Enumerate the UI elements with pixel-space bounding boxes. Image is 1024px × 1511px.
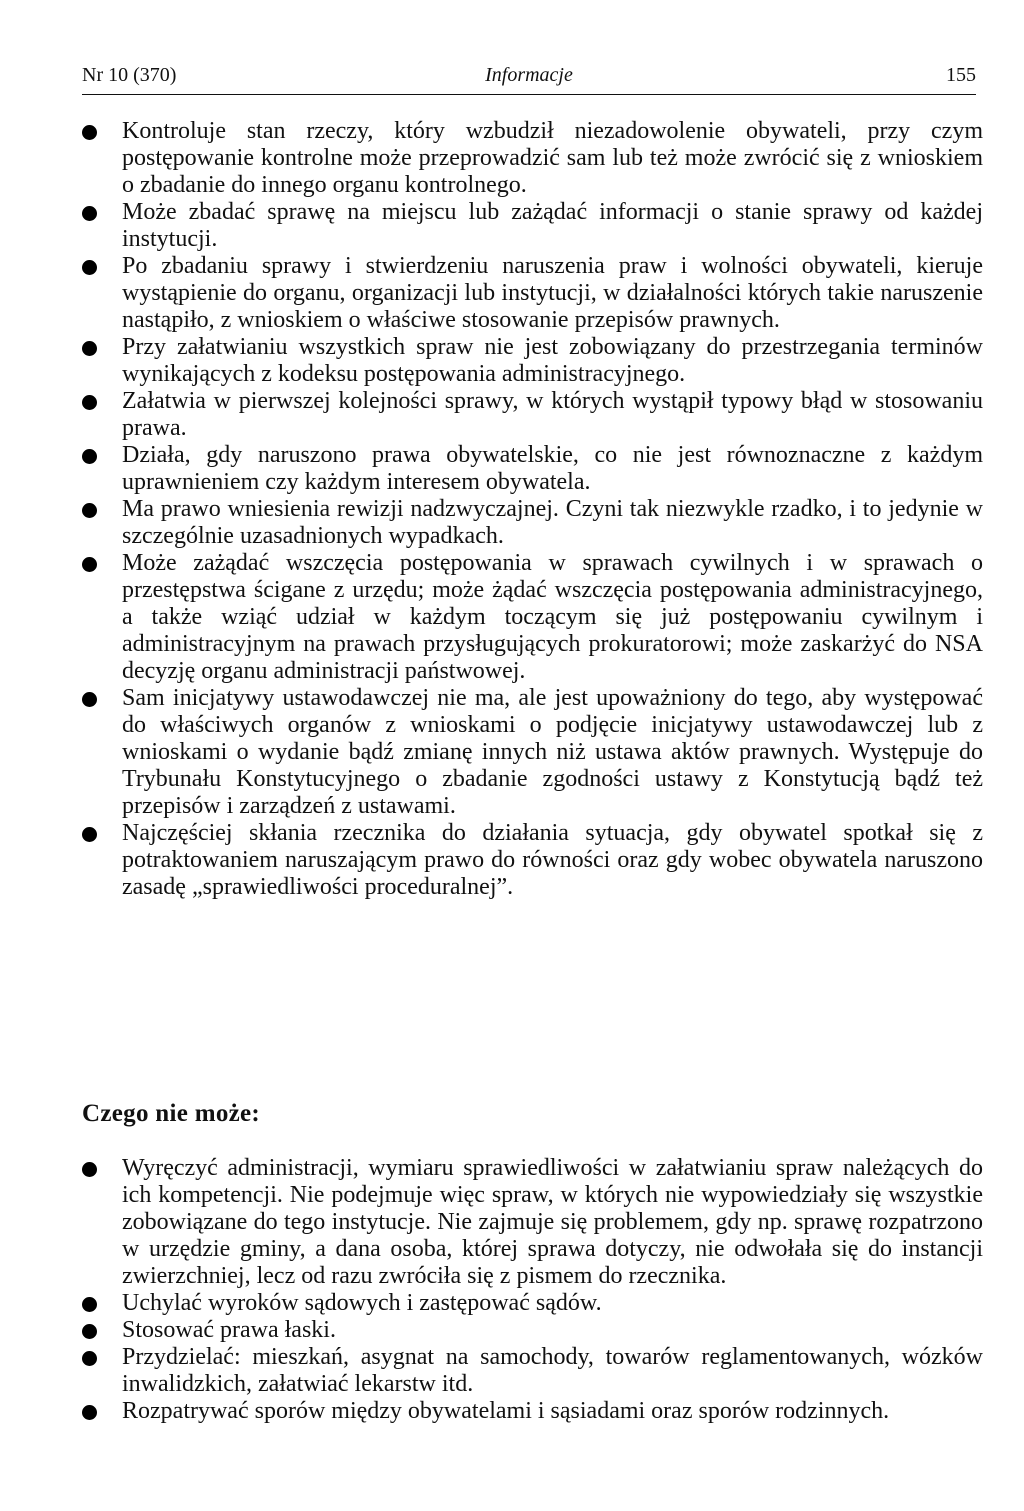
list-item <box>78 118 983 199</box>
running-header <box>82 62 976 88</box>
bullet-icon <box>82 260 97 275</box>
section-heading: Czego nie może: <box>82 1100 261 1127</box>
header-rule <box>82 94 976 95</box>
bullet-icon <box>82 395 97 410</box>
list-item-text: Przy załatwianiu wszystkich spraw nie jest zobowiązany do przestrzegania terminów wynikających z kodeksu postępowania administracyjnego. <box>122 334 983 387</box>
powers-list <box>78 118 983 901</box>
list-item-text: Przydzielać: mieszkań, asygnat na samochody, towarów reglamentowanych, wózków inwalidzkich, załatwiać lekarstw itd. <box>122 1344 983 1397</box>
list-item <box>78 199 983 253</box>
list-item-text: Załatwia w pierwszej kolejności sprawy, w których wystąpił typowy błąd w stosowaniu prawa. <box>122 388 983 441</box>
list-item <box>78 253 983 334</box>
bullet-icon <box>82 125 97 140</box>
list-item <box>78 1317 983 1344</box>
bullet-icon <box>82 827 97 842</box>
section-title: Informacje <box>485 64 573 86</box>
list-item-text: Po zbadaniu sprawy i stwierdzeniu naruszenia praw i wolności obywateli, kieruje wystąpienie do organu, organizacji lub instytucji, w działalności których takie naruszenie nastąpiło, z wnioskiem o właściwe stosowanie przepisów prawnych. <box>122 253 983 333</box>
list-item-text: Sam inicjatywy ustawodawczej nie ma, ale jest upoważniony do tego, aby występować do właściwych organów z wnioskami o podjęcie inicjatywy ustawodawczej lub z wnioskami o wydanie bądź zmianę innych niż ustawa aktów prawnych. Występuje do Trybunału Konstytucyjnego o zbadanie zgodności ustawy z Konstytucją bądź też przepisów i zarządzeń z ustawami. <box>122 685 983 819</box>
list-item <box>78 1398 983 1425</box>
bullet-icon <box>82 341 97 356</box>
issue-number: Nr 10 (370) <box>82 64 177 86</box>
bullet-icon <box>82 1297 97 1312</box>
bullet-icon <box>82 206 97 221</box>
bullet-icon <box>82 449 97 464</box>
list-item-text: Najczęściej skłania rzecznika do działania sytuacja, gdy obywatel spotkał się z potraktowaniem naruszającym prawo do równości oraz gdy wobec obywatela naruszono zasadę „sprawiedliwości proceduralnej”. <box>122 820 983 900</box>
list-item <box>78 820 983 901</box>
list-item <box>78 1344 983 1398</box>
list-item <box>78 334 983 388</box>
list-item-text: Może zbadać sprawę na miejscu lub zażądać informacji o stanie sprawy od każdej instytucji. <box>122 199 983 252</box>
list-item <box>78 1290 983 1317</box>
list-item <box>78 550 983 685</box>
bullet-icon <box>82 1324 97 1339</box>
list-item-text: Może zażądać wszczęcia postępowania w sprawach cywilnych i w sprawach o przestępstwa ścigane z urzędu; może żądać wszczęcia postępowania administracyjnego, a także wziąć udział w każdym toczącym się już postępowaniu cywilnym i administracyjnym na prawach przysługujących prokuratorowi; może zaskarżyć do NSA decyzję organu administracji państwowej. <box>122 550 983 684</box>
list-item-text: Uchylać wyroków sądowych i zastępować sądów. <box>122 1290 602 1316</box>
bullet-icon <box>82 1405 97 1420</box>
limitations-list <box>78 1155 983 1425</box>
page-number: 155 <box>946 64 976 86</box>
list-item <box>78 442 983 496</box>
bullet-icon <box>82 1162 97 1177</box>
list-item <box>78 1155 983 1290</box>
list-item-text: Działa, gdy naruszono prawa obywatelskie, co nie jest równoznaczne z każdym uprawnieniem czy każdym interesem obywatela. <box>122 442 983 495</box>
bullet-icon <box>82 1351 97 1366</box>
list-item-text: Kontroluje stan rzeczy, który wzbudził niezadowolenie obywateli, przy czym postępowanie kontrolne może przeprowadzić sam lub też może zwrócić się z wnioskiem o zbadanie do innego organu kontrolnego. <box>122 118 983 198</box>
list-item <box>78 685 983 820</box>
list-item-text: Stosować prawa łaski. <box>122 1317 336 1343</box>
bullet-icon <box>82 503 97 518</box>
list-item-text: Wyręczyć administracji, wymiaru sprawiedliwości w załatwianiu spraw należących do ich kompetencji. Nie podejmuje więc spraw, w których nie wypowiedziały się wszystkie zobowiązane do tego instytucje. Nie zajmuje się problemem, gdy np. sprawę rozpatrzono w urzędzie gminy, a dana osoba, której sprawa dotyczy, nie odwołała się do instancji zwierzchniej, lecz od razu zwróciła się z pismem do rzecznika. <box>122 1155 983 1289</box>
list-item <box>78 388 983 442</box>
list-item-text: Rozpatrywać sporów między obywatelami i sąsiadami oraz sporów rodzinnych. <box>122 1398 890 1424</box>
bullet-icon <box>82 692 97 707</box>
bullet-icon <box>82 557 97 572</box>
list-item <box>78 496 983 550</box>
list-item-text: Ma prawo wniesienia rewizji nadzwyczajnej. Czyni tak niezwykle rzadko, i to jedynie w szczególnie uzasadnionych wypadkach. <box>122 496 983 549</box>
